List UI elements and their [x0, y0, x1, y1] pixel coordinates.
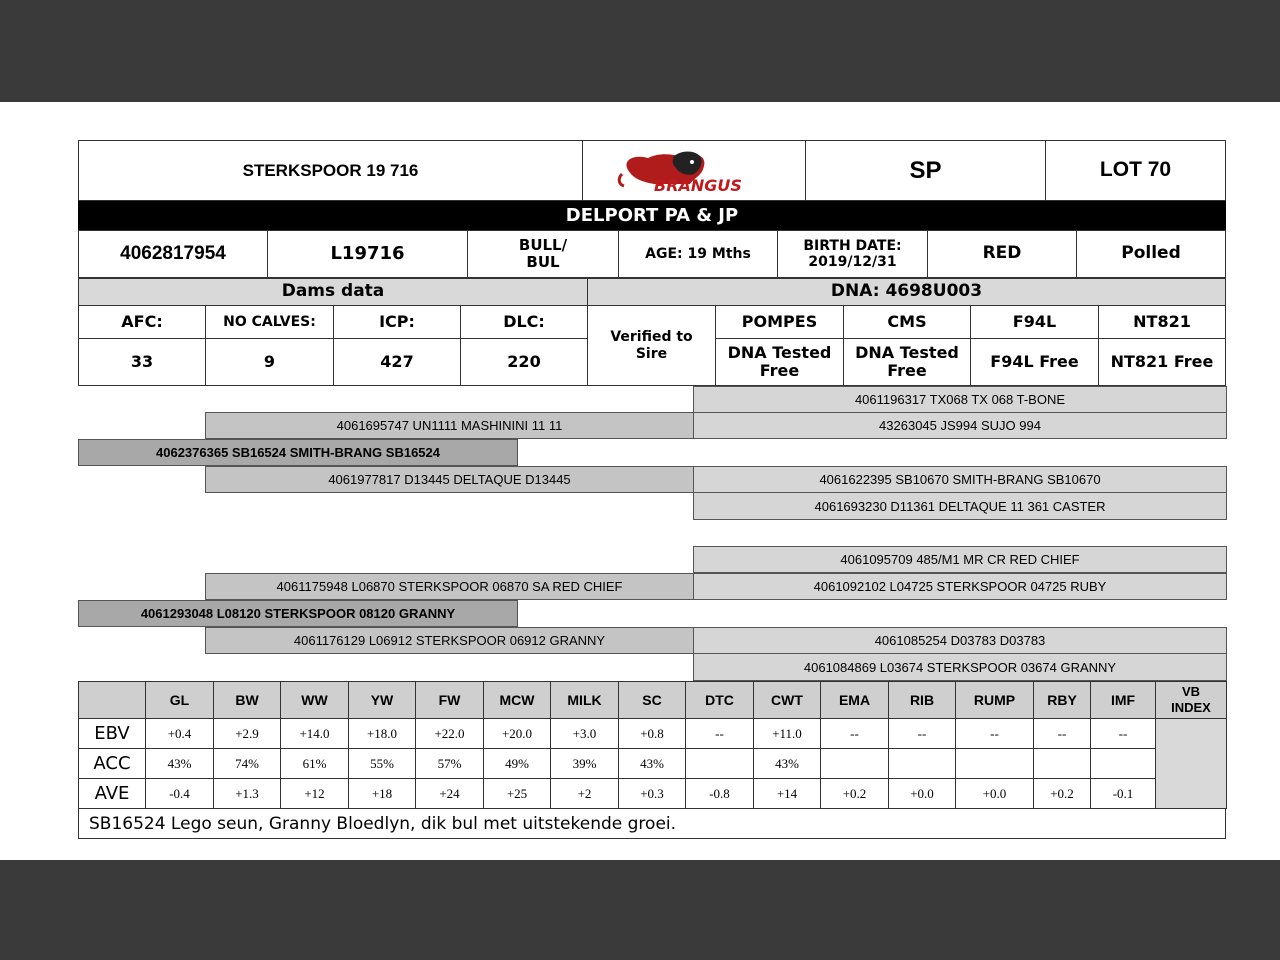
- ebv-cell: 57%: [416, 749, 484, 779]
- ebv-row-label: AVE: [79, 779, 146, 809]
- ebv-cell: +0.0: [956, 779, 1034, 809]
- ebv-cell: +2: [551, 779, 619, 809]
- icp-value: 427: [333, 338, 461, 386]
- no-calves-label: NO CALVES:: [205, 305, 334, 339]
- ebv-cell: 74%: [214, 749, 281, 779]
- ebv-col-header: DTC: [686, 682, 754, 719]
- logo-text: BRANGUS: [654, 175, 742, 194]
- pedigree-dam-sire: 4061175948 L06870 STERKSPOOR 06870 SA RED CHIEF: [205, 573, 694, 600]
- dna-test-f94l: F94L: [970, 305, 1099, 339]
- ebv-cell: 61%: [281, 749, 349, 779]
- ebv-row-ave: [79, 779, 1227, 809]
- pedigree-dam-sire-dam: 4061092102 L04725 STERKSPOOR 04725 RUBY: [693, 573, 1227, 600]
- dna-result-cms: DNA Tested Free: [843, 338, 971, 386]
- breeder-code: SP: [805, 140, 1046, 201]
- pedigree-dam-dam-dam: 4061084869 L03674 STERKSPOOR 03674 GRANNY: [693, 653, 1227, 681]
- ebv-cell: +3.0: [551, 719, 619, 749]
- verified-to-sire: Verified to Sire: [587, 305, 716, 386]
- ebv-cell: [956, 749, 1034, 779]
- ebv-cell: [1091, 749, 1156, 779]
- ebv-cell: 43%: [754, 749, 821, 779]
- ebv-cell: 39%: [551, 749, 619, 779]
- birth-date: 2019/12/31: [808, 254, 897, 270]
- ebv-cell: +18.0: [349, 719, 416, 749]
- pedigree-sire-sire-sire: 4061196317 TX068 TX 068 T-BONE: [693, 386, 1227, 413]
- registration-number: 4062817954: [78, 230, 268, 278]
- ebv-cell: [821, 749, 889, 779]
- ebv-col-header: IMF: [1091, 682, 1156, 719]
- ebv-row-acc: [79, 749, 1227, 779]
- brangus-logo: [582, 140, 806, 201]
- dna-result-nt821: NT821 Free: [1098, 338, 1226, 386]
- ebv-corner: [79, 682, 146, 719]
- ebv-cell: +1.3: [214, 779, 281, 809]
- ebv-col-header: WW: [281, 682, 349, 719]
- dna-result-pompes: DNA Tested Free: [715, 338, 844, 386]
- ebv-col-header: EMA: [821, 682, 889, 719]
- ebv-cell: 43%: [146, 749, 214, 779]
- ebv-cell: --: [956, 719, 1034, 749]
- ebv-cell: [1034, 749, 1091, 779]
- ebv-cell: +0.3: [619, 779, 686, 809]
- animal-id: L19716: [267, 230, 468, 278]
- ebv-col-header: FW: [416, 682, 484, 719]
- ebv-cell: [686, 749, 754, 779]
- ebv-cell: -0.1: [1091, 779, 1156, 809]
- ebv-cell: +14: [754, 779, 821, 809]
- ebv-col-header: MCW: [484, 682, 551, 719]
- catalogue-sheet: [0, 102, 1280, 860]
- ebv-cell: +0.8: [619, 719, 686, 749]
- lot-number: LOT 70: [1045, 140, 1226, 201]
- pedigree-sire: 4062376365 SB16524 SMITH-BRANG SB16524: [78, 439, 518, 466]
- dna-test-nt821: NT821: [1098, 305, 1226, 339]
- ebv-cell: +0.2: [821, 779, 889, 809]
- ebv-col-header: CWT: [754, 682, 821, 719]
- colour: RED: [927, 230, 1077, 278]
- ebv-col-header: RBY: [1034, 682, 1091, 719]
- pedigree-sire-dam-sire: 4061622395 SB10670 SMITH-BRANG SB10670: [693, 466, 1227, 493]
- ebv-cell: +25: [484, 779, 551, 809]
- ebv-cell: -0.8: [686, 779, 754, 809]
- ebv-col-header: MILK: [551, 682, 619, 719]
- ebv-cell: +18: [349, 779, 416, 809]
- dams-data-title: Dams data: [78, 278, 588, 306]
- ebv-cell: --: [1091, 719, 1156, 749]
- ebv-cell: --: [821, 719, 889, 749]
- comment-text: SB16524 Lego seun, Granny Bloedlyn, dik bul met uitstekende groei.: [78, 808, 1226, 839]
- sex: BULL/ BUL: [467, 230, 619, 278]
- horn-status: Polled: [1076, 230, 1226, 278]
- ebv-header-row: [79, 682, 1227, 719]
- pedigree-sire-dam-dam: 4061693230 D11361 DELTAQUE 11 361 CASTER: [693, 492, 1227, 520]
- ebv-cell: --: [1034, 719, 1091, 749]
- dlc-label: DLC:: [460, 305, 588, 339]
- ebv-cell: +0.4: [146, 719, 214, 749]
- vb-index-value: [1156, 719, 1227, 809]
- afc-value: 33: [78, 338, 206, 386]
- pedigree-dam-sire-sire: 4061095709 485/M1 MR CR RED CHIEF: [693, 546, 1227, 573]
- birth-date-label: BIRTH DATE:: [803, 237, 902, 254]
- pedigree-dam: 4061293048 L08120 STERKSPOOR 08120 GRANNY: [78, 600, 518, 627]
- ebv-table: [78, 681, 1227, 809]
- ebv-cell: +0.0: [889, 779, 956, 809]
- ebv-cell: +11.0: [754, 719, 821, 749]
- ebv-cell: +24: [416, 779, 484, 809]
- ebv-col-header: GL: [146, 682, 214, 719]
- ebv-col-header: YW: [349, 682, 416, 719]
- pedigree-dam-dam-sire: 4061085254 D03783 D03783: [693, 627, 1227, 654]
- dna-result-f94l: F94L Free: [970, 338, 1099, 386]
- afc-label: AFC:: [78, 305, 206, 339]
- ebv-col-header: RUMP: [956, 682, 1034, 719]
- dna-test-cms: CMS: [843, 305, 971, 339]
- pedigree-sire-sire-dam: 43263045 JS994 SUJO 994: [693, 412, 1227, 439]
- ebv-col-header: SC: [619, 682, 686, 719]
- ebv-cell: --: [686, 719, 754, 749]
- ebv-cell: --: [889, 719, 956, 749]
- ebv-cell: 55%: [349, 749, 416, 779]
- ebv-cell: 49%: [484, 749, 551, 779]
- age: AGE: 19 Mths: [618, 230, 778, 278]
- ebv-cell: +2.9: [214, 719, 281, 749]
- dna-title: DNA: 4698U003: [587, 278, 1226, 306]
- dna-test-pompes: POMPES: [715, 305, 844, 339]
- ebv-cell: [889, 749, 956, 779]
- ebv-cell: -0.4: [146, 779, 214, 809]
- ebv-col-header: RIB: [889, 682, 956, 719]
- no-calves-value: 9: [205, 338, 334, 386]
- ebv-cell: +12: [281, 779, 349, 809]
- animal-name: STERKSPOOR 19 716: [78, 140, 583, 201]
- bull-logo-icon: [614, 148, 774, 194]
- vb-index-header: VB INDEX: [1156, 682, 1227, 719]
- ebv-row-label: EBV: [79, 719, 146, 749]
- owner-banner: DELPORT PA & JP: [78, 201, 1226, 230]
- ebv-cell: +14.0: [281, 719, 349, 749]
- ebv-row-ebv: [79, 719, 1227, 749]
- ebv-cell: 43%: [619, 749, 686, 779]
- ebv-cell: +0.2: [1034, 779, 1091, 809]
- ebv-row-label: ACC: [79, 749, 146, 779]
- birth-date-cell: [777, 230, 928, 278]
- pedigree-sire-dam: 4061977817 D13445 DELTAQUE D13445: [205, 466, 694, 493]
- ebv-cell: +20.0: [484, 719, 551, 749]
- ebv-col-header: BW: [214, 682, 281, 719]
- icp-label: ICP:: [333, 305, 461, 339]
- pedigree-dam-dam: 4061176129 L06912 STERKSPOOR 06912 GRANNY: [205, 627, 694, 654]
- ebv-cell: +22.0: [416, 719, 484, 749]
- pedigree-sire-sire: 4061695747 UN1111 MASHININI 11 11: [205, 412, 694, 439]
- dlc-value: 220: [460, 338, 588, 386]
